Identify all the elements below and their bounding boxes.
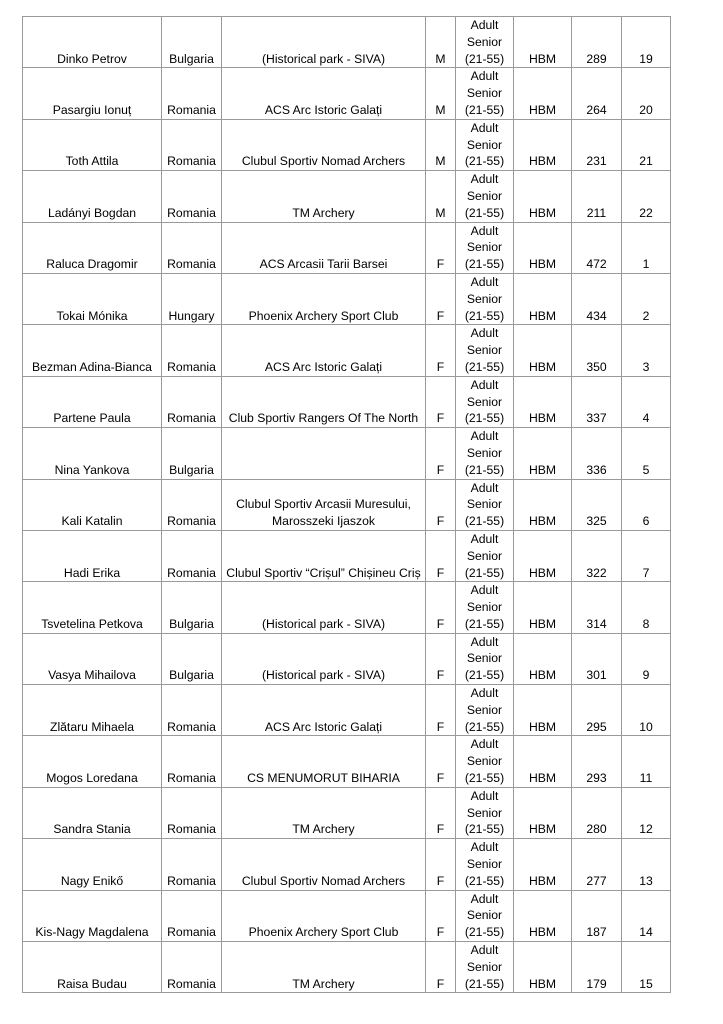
bow-class-cell: HBM <box>514 787 572 838</box>
club-name: TM Archery <box>292 205 355 220</box>
country-cell: Romania <box>162 68 222 119</box>
score-cell: 472 <box>572 222 622 273</box>
club-name: Phoenix Archery Sport Club <box>248 308 399 323</box>
category-line-1: Adult <box>470 223 499 238</box>
club-name: Clubul Sportiv Nomad Archers <box>241 873 406 888</box>
archer-name: Sandra Stania <box>23 787 162 838</box>
club-cell <box>222 222 426 273</box>
results-table <box>22 16 671 993</box>
rank-cell: 3 <box>622 325 671 376</box>
category-line-1: Adult <box>470 583 499 598</box>
club-cell <box>222 171 426 222</box>
table-row <box>23 479 671 530</box>
category-cell <box>456 479 514 530</box>
club-name: (Historical park - SIVA) <box>261 616 386 631</box>
category-line-2: Senior <box>466 497 503 512</box>
table-row <box>23 17 671 68</box>
category-line-2: Senior <box>466 805 503 820</box>
gender-cell: F <box>426 633 456 684</box>
table-row <box>23 582 671 633</box>
country-cell: Hungary <box>162 273 222 324</box>
category-line-2: Senior <box>466 959 503 974</box>
table-row <box>23 633 671 684</box>
archer-name: Tokai Mónika <box>23 273 162 324</box>
club-cell <box>222 17 426 68</box>
category-cell <box>456 376 514 427</box>
country-cell: Bulgaria <box>162 582 222 633</box>
rank-cell: 7 <box>622 530 671 581</box>
table-row <box>23 273 671 324</box>
club-cell <box>222 479 426 530</box>
rank-cell: 2 <box>622 273 671 324</box>
category-cell <box>456 17 514 68</box>
score-cell: 187 <box>572 890 622 941</box>
gender-cell: F <box>426 273 456 324</box>
category-cell <box>456 68 514 119</box>
category-line-3: (21-55) <box>464 51 505 66</box>
category-cell <box>456 942 514 993</box>
gender-cell: F <box>426 428 456 479</box>
bow-class-cell: HBM <box>514 119 572 170</box>
rank-cell: 8 <box>622 582 671 633</box>
bow-class-cell: HBM <box>514 273 572 324</box>
category-line-2: Senior <box>466 291 503 306</box>
score-cell: 179 <box>572 942 622 993</box>
results-body <box>23 17 671 993</box>
rank-cell: 14 <box>622 890 671 941</box>
category-line-2: Senior <box>466 86 503 101</box>
rank-cell: 6 <box>622 479 671 530</box>
score-cell: 322 <box>572 530 622 581</box>
gender-cell: M <box>426 17 456 68</box>
archer-name: Pasargiu Ionuț <box>23 68 162 119</box>
category-line-2: Senior <box>466 188 503 203</box>
category-cell <box>456 736 514 787</box>
club-name: (Historical park - SIVA) <box>261 51 386 66</box>
category-line-1: Adult <box>470 943 499 958</box>
bow-class-cell: HBM <box>514 222 572 273</box>
bow-class-cell: HBM <box>514 942 572 993</box>
category-line-1: Adult <box>470 480 499 495</box>
archer-name: Kali Katalin <box>23 479 162 530</box>
table-row <box>23 68 671 119</box>
gender-cell: F <box>426 685 456 736</box>
country-cell: Bulgaria <box>162 428 222 479</box>
category-cell <box>456 222 514 273</box>
bow-class-cell: HBM <box>514 736 572 787</box>
rank-cell: 20 <box>622 68 671 119</box>
score-cell: 295 <box>572 685 622 736</box>
category-line-3: (21-55) <box>464 616 505 631</box>
gender-cell: F <box>426 582 456 633</box>
rank-cell: 9 <box>622 633 671 684</box>
country-cell: Bulgaria <box>162 17 222 68</box>
gender-cell: M <box>426 68 456 119</box>
bow-class-cell: HBM <box>514 325 572 376</box>
category-line-1: Adult <box>470 737 499 752</box>
club-cell <box>222 273 426 324</box>
category-line-3: (21-55) <box>464 514 505 529</box>
category-line-2: Senior <box>466 857 503 872</box>
category-line-3: (21-55) <box>464 719 505 734</box>
category-line-1: Adult <box>470 686 499 701</box>
category-line-3: (21-55) <box>464 102 505 117</box>
club-cell <box>222 736 426 787</box>
gender-cell: F <box>426 890 456 941</box>
rank-cell: 21 <box>622 119 671 170</box>
rank-cell: 10 <box>622 685 671 736</box>
gender-cell: F <box>426 479 456 530</box>
gender-cell: F <box>426 942 456 993</box>
club-name: Clubul Sportiv Arcasii Muresului, <box>236 497 411 512</box>
table-row <box>23 530 671 581</box>
country-cell: Romania <box>162 171 222 222</box>
category-cell <box>456 119 514 170</box>
bow-class-cell: HBM <box>514 839 572 890</box>
category-line-3: (21-55) <box>464 771 505 786</box>
category-line-2: Senior <box>466 548 503 563</box>
category-line-2: Senior <box>466 445 503 460</box>
club-name: ACS Arc Istoric Galați <box>264 719 383 734</box>
archer-name: Vasya Mihailova <box>23 633 162 684</box>
category-line-1: Adult <box>470 18 499 32</box>
club-name: (Historical park - SIVA) <box>261 668 386 683</box>
club-cell <box>222 942 426 993</box>
category-cell <box>456 890 514 941</box>
table-row <box>23 428 671 479</box>
bow-class-cell: HBM <box>514 68 572 119</box>
score-cell: 211 <box>572 171 622 222</box>
club-name: ACS Arc Istoric Galați <box>264 102 383 117</box>
category-line-3: (21-55) <box>464 359 505 374</box>
category-line-1: Adult <box>470 69 499 84</box>
club-cell <box>222 119 426 170</box>
archer-name: Raluca Dragomir <box>23 222 162 273</box>
club-cell <box>222 68 426 119</box>
bow-class-cell: HBM <box>514 582 572 633</box>
category-line-1: Adult <box>470 634 499 649</box>
archer-name: Mogos Loredana <box>23 736 162 787</box>
score-cell: 301 <box>572 633 622 684</box>
club-name: Phoenix Archery Sport Club <box>248 925 399 940</box>
table-row <box>23 942 671 993</box>
country-cell: Romania <box>162 839 222 890</box>
category-cell <box>456 633 514 684</box>
archer-name: Zlătaru Mihaela <box>23 685 162 736</box>
bow-class-cell: HBM <box>514 17 572 68</box>
category-line-3: (21-55) <box>464 308 505 323</box>
score-cell: 289 <box>572 17 622 68</box>
table-row <box>23 685 671 736</box>
country-cell: Romania <box>162 479 222 530</box>
category-cell <box>456 530 514 581</box>
score-cell: 280 <box>572 787 622 838</box>
country-cell: Romania <box>162 119 222 170</box>
rank-cell: 11 <box>622 736 671 787</box>
table-row <box>23 171 671 222</box>
category-line-1: Adult <box>470 326 499 341</box>
category-cell <box>456 685 514 736</box>
rank-cell: 12 <box>622 787 671 838</box>
rank-cell: 22 <box>622 171 671 222</box>
category-line-1: Adult <box>470 377 499 392</box>
gender-cell: F <box>426 325 456 376</box>
category-line-3: (21-55) <box>464 257 505 272</box>
club-cell <box>222 376 426 427</box>
gender-cell: F <box>426 530 456 581</box>
category-cell <box>456 325 514 376</box>
rank-cell: 13 <box>622 839 671 890</box>
country-cell: Romania <box>162 222 222 273</box>
category-line-2: Senior <box>466 754 503 769</box>
score-cell: 277 <box>572 839 622 890</box>
score-cell: 336 <box>572 428 622 479</box>
category-line-1: Adult <box>470 531 499 546</box>
category-line-2: Senior <box>466 137 503 152</box>
category-line-2: Senior <box>466 702 503 717</box>
category-line-2: Senior <box>466 908 503 923</box>
rank-cell: 19 <box>622 17 671 68</box>
bow-class-cell: HBM <box>514 890 572 941</box>
club-name: CS MENUMORUT BIHARIA <box>247 771 400 786</box>
category-line-2: Senior <box>466 600 503 615</box>
club-cell <box>222 787 426 838</box>
country-cell: Romania <box>162 325 222 376</box>
score-cell: 293 <box>572 736 622 787</box>
category-line-1: Adult <box>470 429 499 444</box>
country-cell: Romania <box>162 787 222 838</box>
category-line-3: (21-55) <box>464 154 505 169</box>
table-row <box>23 376 671 427</box>
club-name: Clubul Sportiv “Crișul” Chișineu Criș <box>226 565 421 580</box>
bow-class-cell: HBM <box>514 428 572 479</box>
category-line-3: (21-55) <box>464 565 505 580</box>
gender-cell: F <box>426 736 456 787</box>
category-line-2: Senior <box>466 394 503 409</box>
archer-name: Dinko Petrov <box>23 17 162 68</box>
archer-name: Nina Yankova <box>23 428 162 479</box>
category-line-2: Senior <box>466 240 503 255</box>
category-cell <box>456 428 514 479</box>
club-name-line-2: Marosszeki Ijaszok <box>272 514 375 529</box>
rank-cell: 15 <box>622 942 671 993</box>
category-cell <box>456 787 514 838</box>
score-cell: 337 <box>572 376 622 427</box>
club-cell <box>222 530 426 581</box>
bow-class-cell: HBM <box>514 479 572 530</box>
category-line-2: Senior <box>466 34 503 49</box>
club-cell <box>222 633 426 684</box>
category-cell <box>456 171 514 222</box>
gender-cell: F <box>426 787 456 838</box>
gender-cell: F <box>426 222 456 273</box>
score-cell: 350 <box>572 325 622 376</box>
bow-class-cell: HBM <box>514 171 572 222</box>
country-cell: Romania <box>162 376 222 427</box>
country-cell: Romania <box>162 736 222 787</box>
country-cell: Romania <box>162 530 222 581</box>
category-line-3: (21-55) <box>464 205 505 220</box>
club-cell <box>222 582 426 633</box>
club-name: Club Sportiv Rangers Of The North <box>228 411 419 426</box>
club-cell <box>222 890 426 941</box>
club-name: ACS Arcasii Tarii Barsei <box>259 257 388 272</box>
rank-cell: 5 <box>622 428 671 479</box>
club-cell <box>222 325 426 376</box>
score-cell: 264 <box>572 68 622 119</box>
category-line-3: (21-55) <box>464 822 505 837</box>
country-cell: Romania <box>162 685 222 736</box>
category-line-3: (21-55) <box>464 873 505 888</box>
bow-class-cell: HBM <box>514 376 572 427</box>
category-cell <box>456 839 514 890</box>
gender-cell: F <box>426 839 456 890</box>
bow-class-cell: HBM <box>514 530 572 581</box>
archer-name: Ladányi Bogdan <box>23 171 162 222</box>
archer-name: Bezman Adina-Bianca <box>23 325 162 376</box>
club-cell <box>222 839 426 890</box>
archer-name: Nagy Enikő <box>23 839 162 890</box>
country-cell: Bulgaria <box>162 633 222 684</box>
score-cell: 231 <box>572 119 622 170</box>
table-row <box>23 839 671 890</box>
category-line-2: Senior <box>466 343 503 358</box>
table-row <box>23 736 671 787</box>
table-row <box>23 787 671 838</box>
category-line-3: (21-55) <box>464 411 505 426</box>
club-name: TM Archery <box>292 822 355 837</box>
club-name: ACS Arc Istoric Galați <box>264 359 383 374</box>
club-cell <box>222 428 426 479</box>
score-cell: 434 <box>572 273 622 324</box>
bow-class-cell: HBM <box>514 685 572 736</box>
club-name: Clubul Sportiv Nomad Archers <box>241 154 406 169</box>
category-line-1: Adult <box>470 891 499 906</box>
category-cell <box>456 582 514 633</box>
table-row <box>23 890 671 941</box>
gender-cell: M <box>426 171 456 222</box>
score-cell: 325 <box>572 479 622 530</box>
country-cell: Romania <box>162 942 222 993</box>
category-line-1: Adult <box>470 120 499 135</box>
archer-name: Tsvetelina Petkova <box>23 582 162 633</box>
archer-name: Raisa Budau <box>23 942 162 993</box>
rank-cell: 4 <box>622 376 671 427</box>
archer-name: Toth Attila <box>23 119 162 170</box>
archer-name: Partene Paula <box>23 376 162 427</box>
category-line-2: Senior <box>466 651 503 666</box>
club-name: TM Archery <box>292 976 355 991</box>
rank-cell: 1 <box>622 222 671 273</box>
category-line-1: Adult <box>470 172 499 187</box>
category-line-3: (21-55) <box>464 462 505 477</box>
category-line-3: (21-55) <box>464 976 505 991</box>
table-row <box>23 119 671 170</box>
gender-cell: F <box>426 376 456 427</box>
archer-name: Hadi Erika <box>23 530 162 581</box>
category-line-3: (21-55) <box>464 925 505 940</box>
gender-cell: M <box>426 119 456 170</box>
bow-class-cell: HBM <box>514 633 572 684</box>
category-line-1: Adult <box>470 274 499 289</box>
archer-name: Kis-Nagy Magdalena <box>23 890 162 941</box>
category-line-1: Adult <box>470 840 499 855</box>
category-line-1: Adult <box>470 788 499 803</box>
category-cell <box>456 273 514 324</box>
table-row <box>23 222 671 273</box>
category-line-3: (21-55) <box>464 668 505 683</box>
score-cell: 314 <box>572 582 622 633</box>
table-row <box>23 325 671 376</box>
country-cell: Romania <box>162 890 222 941</box>
club-cell <box>222 685 426 736</box>
